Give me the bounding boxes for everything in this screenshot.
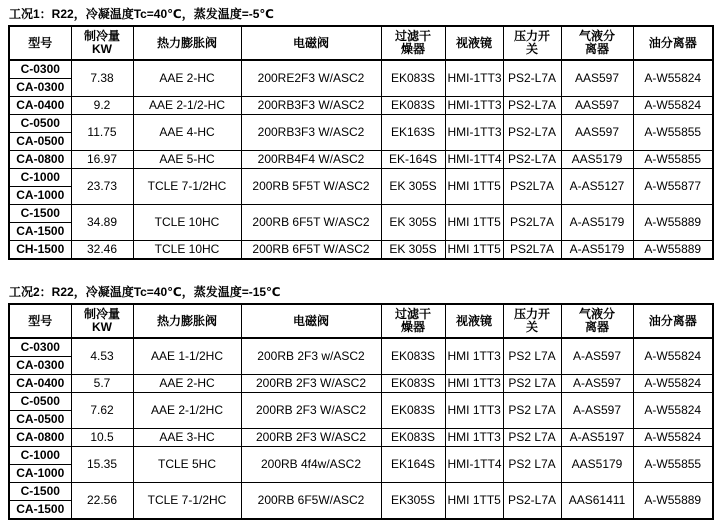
cell-pressure: PS2L7A — [503, 241, 561, 260]
cell-capacity: 16.97 — [71, 151, 133, 169]
cell-sight: HMI 1TT5 — [445, 169, 503, 205]
cell-sight: HMI 1TT5 — [445, 241, 503, 260]
cell-expansion: TCLE 7-1/2HC — [133, 483, 241, 520]
cell-separator: A-AS5179 — [561, 205, 633, 241]
cell-oil: A-W55855 — [633, 115, 713, 151]
cell-separator: AAS597 — [561, 60, 633, 97]
cell-oil: A-W55889 — [633, 241, 713, 260]
cell-model-top: C-0500 — [9, 115, 71, 133]
header-pressure-switch — [503, 304, 561, 338]
cell-expansion: TCLE 10HC — [133, 205, 241, 241]
table-row — [9, 375, 713, 393]
cell-expansion: TCLE 5HC — [133, 447, 241, 483]
table-row — [9, 483, 713, 501]
cell-model-top: C-0300 — [9, 338, 71, 357]
header-expansion-valve: 热力膨胀阀 — [133, 26, 241, 60]
cell-sight: HMI 1TT3 — [445, 375, 503, 393]
cell-capacity: 34.89 — [71, 205, 133, 241]
cell-capacity: 32.46 — [71, 241, 133, 260]
cell-separator: AAS597 — [561, 115, 633, 151]
cell-capacity: 11.75 — [71, 115, 133, 151]
table-row — [9, 338, 713, 357]
table-row — [9, 429, 713, 447]
header-accumulator-line2: 离器 — [584, 320, 609, 334]
header-pressure-switch-line2: 关 — [525, 42, 538, 56]
cell-dryer: EK083S — [381, 375, 445, 393]
cell-oil: A-W55855 — [633, 447, 713, 483]
header-pressure-switch — [503, 26, 561, 60]
cell-separator: A-AS597 — [561, 338, 633, 375]
cell-sight: HMI 1TT3 — [445, 393, 503, 429]
cell-separator: AAS5179 — [561, 151, 633, 169]
cell-solenoid: 200RB 5F5T W/ASC2 — [241, 169, 381, 205]
cell-capacity: 5.7 — [71, 375, 133, 393]
cell-expansion: AAE 4-HC — [133, 115, 241, 151]
table-body-1 — [9, 60, 713, 259]
cell-model-top: CA-0800 — [9, 429, 71, 447]
header-accumulator — [561, 304, 633, 338]
cell-separator: A-AS5179 — [561, 241, 633, 260]
cell-model-top: CA-0400 — [9, 375, 71, 393]
cell-solenoid: 200RE2F3 W/ASC2 — [241, 60, 381, 97]
table-row — [9, 60, 713, 79]
table-row — [9, 393, 713, 411]
cell-pressure: PS2L7A — [503, 205, 561, 241]
header-oil-separator: 油分离器 — [633, 304, 713, 338]
cell-model-bottom: CA-1000 — [9, 187, 71, 205]
cell-model-top: C-1500 — [9, 483, 71, 501]
cell-oil: A-W55877 — [633, 169, 713, 205]
table-header-row — [9, 304, 713, 338]
cell-model-top: C-1000 — [9, 447, 71, 465]
cell-solenoid: 200RB 2F3 w/ASC2 — [241, 338, 381, 375]
table-row — [9, 241, 713, 260]
header-capacity-line2: KW — [92, 42, 112, 56]
cell-model-top: CA-0400 — [9, 97, 71, 115]
cell-capacity: 9.2 — [71, 97, 133, 115]
table-row — [9, 205, 713, 223]
cell-dryer: EK305S — [381, 483, 445, 520]
cell-capacity: 10.5 — [71, 429, 133, 447]
cell-pressure: PS2-L7A — [503, 60, 561, 97]
cell-sight: HMI-1TT4 — [445, 447, 503, 483]
cell-expansion: AAE 2-HC — [133, 375, 241, 393]
cell-solenoid: 200RB 6F5W/ASC2 — [241, 483, 381, 520]
header-pressure-switch-line1: 压力开 — [513, 29, 550, 43]
cell-separator: A-AS597 — [561, 393, 633, 429]
cell-dryer: EK083S — [381, 429, 445, 447]
cell-sight: HMI-1TT4 — [445, 151, 503, 169]
table-body-2 — [9, 338, 713, 519]
cell-solenoid: 200RB3F3 W/ASC2 — [241, 97, 381, 115]
cell-solenoid: 200RB 6F5T W/ASC2 — [241, 241, 381, 260]
cell-pressure: PS2L7A — [503, 169, 561, 205]
section-1-title: 工况1：R22，冷凝温度Tc=40℃，蒸发温度=-5℃ — [9, 7, 274, 21]
cell-capacity: 4.53 — [71, 338, 133, 375]
cell-model-top: CH-1500 — [9, 241, 71, 260]
header-filter-dryer-line2: 燥器 — [400, 42, 425, 56]
table-row — [9, 151, 713, 169]
cell-dryer: EK 305S — [381, 205, 445, 241]
cell-pressure: PS2 L7A — [503, 393, 561, 429]
header-filter-dryer — [381, 304, 445, 338]
cell-pressure: PS2-L7A — [503, 483, 561, 520]
cell-sight: HMI 1TT3 — [445, 429, 503, 447]
cell-dryer: EK083S — [381, 97, 445, 115]
cell-oil: A-W55824 — [633, 393, 713, 429]
cell-capacity: 15.35 — [71, 447, 133, 483]
header-expansion-valve: 热力膨胀阀 — [133, 304, 241, 338]
cell-pressure: PS2-L7A — [503, 97, 561, 115]
table-row — [9, 97, 713, 115]
spec-section-2 — [8, 284, 712, 520]
cell-solenoid: 200RB3F3 W/ASC2 — [241, 115, 381, 151]
cell-oil: A-W55824 — [633, 60, 713, 97]
header-filter-dryer-line2: 燥器 — [400, 320, 425, 334]
header-capacity — [71, 26, 133, 60]
cell-solenoid: 200RB 6F5T W/ASC2 — [241, 205, 381, 241]
cell-expansion: AAE 5-HC — [133, 151, 241, 169]
cell-oil: A-W55889 — [633, 483, 713, 520]
header-sight-glass: 视液镜 — [445, 26, 503, 60]
cell-oil: A-W55855 — [633, 151, 713, 169]
cell-separator: A-AS5127 — [561, 169, 633, 205]
cell-model-top: C-1000 — [9, 169, 71, 187]
cell-separator: A-AS597 — [561, 375, 633, 393]
cell-model-bottom: CA-0500 — [9, 411, 71, 429]
spec-table-2 — [8, 303, 714, 520]
cell-dryer: EK-164S — [381, 151, 445, 169]
cell-expansion: AAE 2-1/2HC — [133, 393, 241, 429]
header-accumulator-line1: 气液分 — [578, 307, 615, 321]
cell-solenoid: 200RB 2F3 W/ASC2 — [241, 375, 381, 393]
cell-capacity: 7.38 — [71, 60, 133, 97]
cell-dryer: EK163S — [381, 115, 445, 151]
cell-separator: AAS61411 — [561, 483, 633, 520]
cell-dryer: EK083S — [381, 393, 445, 429]
cell-solenoid: 200RB 2F3 W/ASC2 — [241, 393, 381, 429]
table-row — [9, 169, 713, 187]
cell-model-bottom: CA-1500 — [9, 501, 71, 520]
cell-expansion: AAE 1-1/2HC — [133, 338, 241, 375]
table-row — [9, 115, 713, 133]
cell-expansion: AAE 2-1/2-HC — [133, 97, 241, 115]
cell-expansion: AAE 3-HC — [133, 429, 241, 447]
cell-capacity: 7.62 — [71, 393, 133, 429]
cell-oil: A-W55824 — [633, 338, 713, 375]
cell-model-top: C-0500 — [9, 393, 71, 411]
cell-sight: HMI 1TT3 — [445, 338, 503, 375]
cell-model-top: C-1500 — [9, 205, 71, 223]
header-model: 型号 — [9, 26, 71, 60]
cell-sight: HMI-1TT3 — [445, 60, 503, 97]
cell-pressure: PS2 L7A — [503, 338, 561, 375]
cell-dryer: EK 305S — [381, 169, 445, 205]
header-pressure-switch-line1: 压力开 — [513, 307, 550, 321]
spec-section-1 — [8, 6, 712, 260]
cell-model-bottom: CA-0300 — [9, 79, 71, 97]
cell-pressure: PS2-L7A — [503, 115, 561, 151]
cell-sight: HMI-1TT3 — [445, 115, 503, 151]
cell-dryer: EK083S — [381, 338, 445, 375]
header-filter-dryer-line1: 过滤干 — [394, 307, 431, 321]
spec-table-1 — [8, 25, 714, 260]
header-accumulator — [561, 26, 633, 60]
cell-separator: A-AS5197 — [561, 429, 633, 447]
header-capacity-line2: KW — [92, 320, 112, 334]
cell-model-bottom: CA-0500 — [9, 133, 71, 151]
cell-model-bottom: CA-1000 — [9, 465, 71, 483]
header-solenoid-valve: 电磁阀 — [241, 26, 381, 60]
cell-expansion: TCLE 10HC — [133, 241, 241, 260]
header-capacity-line1: 制冷量 — [83, 307, 120, 321]
cell-model-bottom: CA-1500 — [9, 223, 71, 241]
header-oil-separator: 油分离器 — [633, 26, 713, 60]
section-2-title: 工况2：R22，冷凝温度Tc=40℃，蒸发温度=-15℃ — [9, 285, 281, 299]
cell-pressure: PS2 L7A — [503, 429, 561, 447]
header-filter-dryer — [381, 26, 445, 60]
cell-oil: A-W55824 — [633, 429, 713, 447]
cell-expansion: AAE 2-HC — [133, 60, 241, 97]
cell-oil: A-W55889 — [633, 205, 713, 241]
header-model: 型号 — [9, 304, 71, 338]
cell-capacity: 22.56 — [71, 483, 133, 520]
cell-separator: AAS5179 — [561, 447, 633, 483]
cell-expansion: TCLE 7-1/2HC — [133, 169, 241, 205]
header-sight-glass: 视液镜 — [445, 304, 503, 338]
table-row — [9, 447, 713, 465]
header-filter-dryer-line1: 过滤干 — [394, 29, 431, 43]
cell-solenoid: 200RB 4f4w/ASC2 — [241, 447, 381, 483]
cell-pressure: PS2-L7A — [503, 151, 561, 169]
cell-dryer: EK083S — [381, 60, 445, 97]
section-spacer — [8, 270, 712, 284]
header-accumulator-line1: 气液分 — [578, 29, 615, 43]
header-pressure-switch-line2: 关 — [525, 320, 538, 334]
header-solenoid-valve: 电磁阀 — [241, 304, 381, 338]
cell-solenoid: 200RB4F4 W/ASC2 — [241, 151, 381, 169]
cell-dryer: EK 305S — [381, 241, 445, 260]
cell-separator: AAS597 — [561, 97, 633, 115]
cell-solenoid: 200RB 2F3 W/ASC2 — [241, 429, 381, 447]
cell-oil: A-W55824 — [633, 375, 713, 393]
header-capacity — [71, 304, 133, 338]
cell-sight: HMI 1TT5 — [445, 205, 503, 241]
header-capacity-line1: 制冷量 — [83, 29, 120, 43]
header-accumulator-line2: 离器 — [584, 42, 609, 56]
cell-dryer: EK164S — [381, 447, 445, 483]
cell-capacity: 23.73 — [71, 169, 133, 205]
cell-model-top: CA-0800 — [9, 151, 71, 169]
cell-pressure: PS2 L7A — [503, 447, 561, 483]
table-header-row — [9, 26, 713, 60]
cell-model-top: C-0300 — [9, 60, 71, 79]
cell-pressure: PS2 L7A — [503, 375, 561, 393]
cell-sight: HMI-1TT3 — [445, 97, 503, 115]
cell-sight: HMI 1TT5 — [445, 483, 503, 520]
cell-oil: A-W55824 — [633, 97, 713, 115]
cell-model-bottom: CA-0300 — [9, 357, 71, 375]
